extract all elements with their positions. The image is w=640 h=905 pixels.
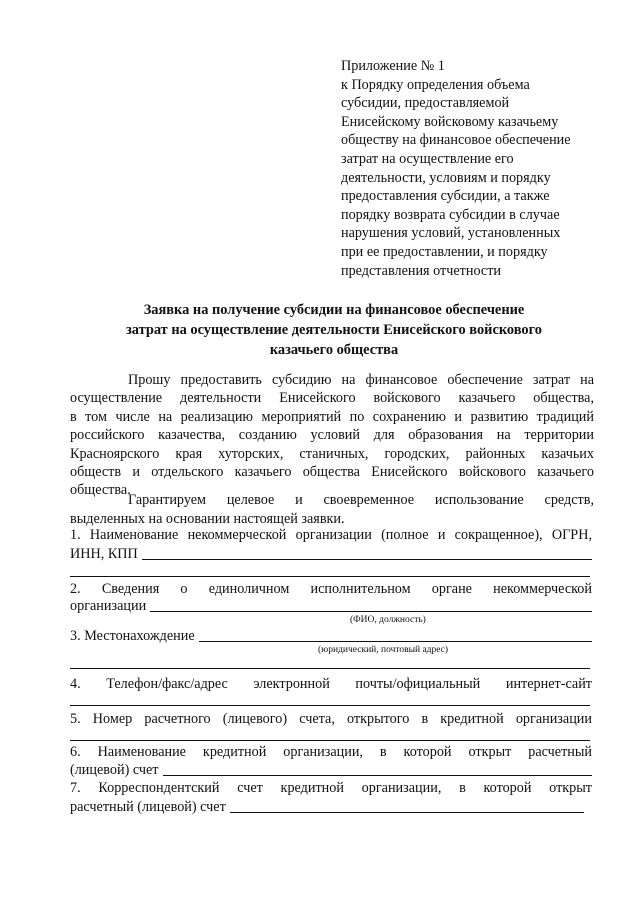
document-title [60, 300, 608, 360]
appendix-line: представления отчетности [341, 262, 501, 279]
item-7-label [70, 780, 592, 797]
item-3-field-row [70, 627, 592, 645]
appendix-line: нарушения условий, установленных [341, 225, 561, 242]
appendix-line: предоставления субсидии, а также [341, 188, 550, 205]
appendix-line: Енисейскому войсковому казачьему [341, 113, 559, 130]
appendix-line: Приложение № 1 [341, 58, 445, 74]
item-3-fill-field[interactable] [199, 627, 592, 642]
appendix-line: субсидии, предоставляемой [341, 95, 510, 112]
item-1-label [70, 527, 592, 544]
appendix-line: деятельности, условиям и порядку [341, 169, 551, 186]
item-4-text: 4. Телефон/факс/адрес электронной почты/официальный интернет-сайт [70, 676, 592, 692]
item-1-text-2: ИНН, КПП [70, 546, 138, 562]
item-1-text: 1. Наименование некоммерческой организации (полное и сокращенное), ОГРН, [70, 527, 592, 543]
paragraph-line: Красноярского края хуторских, станичных, городских, районных казачьих [70, 445, 594, 462]
item-1-field-row [70, 545, 592, 563]
item-2-field-row [70, 597, 592, 615]
appendix-line: затрат на осуществление его [341, 150, 514, 167]
item-2-label [70, 581, 592, 598]
paragraph-line: в том числе на реализацию мероприятий по сохранению и развитию традиций [70, 408, 594, 425]
item-6-label [70, 744, 592, 761]
item-7-text-2: расчетный (лицевой) счет [70, 799, 226, 815]
paragraph-line: осуществление деятельности Енисейского войскового казачьего общества, [70, 390, 594, 407]
item-7-fill-field[interactable] [230, 798, 584, 813]
item-2-text: 2. Сведения о единоличном исполнительном органе некоммерческой [70, 581, 592, 597]
item-7-text: 7. Корреспондентский счет кредитной организации, в которой открыт [70, 780, 592, 796]
item-5-fill-field[interactable] [70, 740, 590, 741]
appendix-line: порядку возврата субсидии в случае [341, 206, 560, 223]
item-6-field-row [70, 761, 592, 779]
title-line: казачьего общества [269, 342, 399, 358]
item-5-label [70, 711, 592, 728]
item-2-fill-field[interactable] [150, 597, 592, 612]
item-4-fill-field[interactable] [70, 705, 590, 706]
paragraph-line: российского казачества, созданию условий для образования на территории [70, 427, 594, 444]
item-5-text: 5. Номер расчетного (лицевого) счета, открытого в кредитной организации [70, 711, 592, 727]
item-6-text: 6. Наименование кредитной организации, в которой открыт расчетный [70, 744, 592, 760]
paragraph-line: Прошу предоставить субсидию на финансовое обеспечение затрат на [128, 372, 594, 388]
item-2-text-2: организации [70, 598, 147, 614]
title-line: Заявка на получение субсидии на финансовое обеспечение [143, 302, 525, 318]
paragraph-line: обществ и отдельского казачьего общества Енисейского войскового казачьего [70, 464, 594, 481]
item-3-text: 3. Местонахождение [70, 628, 195, 644]
guarantee-line: выделенных на основании настоящей заявки. [70, 510, 345, 527]
guarantee-line: Гарантируем целевое и своевременное использование средств, [128, 492, 594, 508]
item-6-text-2: (лицевой) счет [70, 762, 159, 778]
item-6-fill-field[interactable] [163, 761, 593, 776]
request-paragraph [70, 371, 594, 500]
item-4-label [70, 676, 592, 693]
appendix-line: обществу на финансовое обеспечение [341, 132, 571, 149]
item-3-extra-line[interactable] [70, 668, 590, 669]
item-2-caption: (ФИО, должность) [350, 615, 426, 625]
appendix-line: при ее предоставлении, и порядку [341, 243, 548, 260]
appendix-line: к Порядку определения объема [341, 76, 530, 93]
item-1-extra-line[interactable] [70, 576, 590, 577]
paragraph-line: общества. [70, 482, 131, 499]
appendix-header [341, 57, 611, 280]
item-3-caption: (юридический, почтовый адрес) [318, 645, 449, 655]
title-line: затрат на осуществление деятельности Енисейского войскового [125, 322, 543, 338]
item-7-field-row [70, 798, 584, 816]
guarantee-paragraph [70, 491, 594, 528]
item-1-fill-field[interactable] [142, 545, 592, 560]
